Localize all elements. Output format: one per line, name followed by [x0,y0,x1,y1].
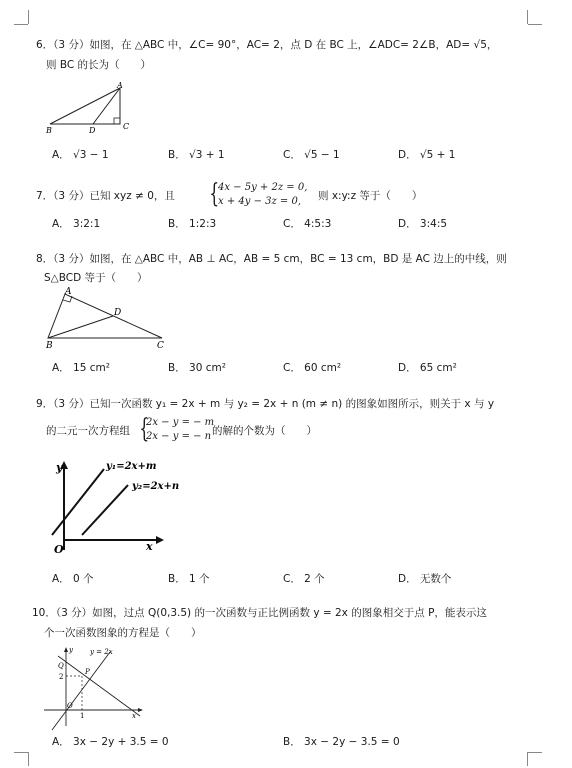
q9-label-line1: y₁=2x+m [106,461,157,472]
q10-graph-figure [40,644,150,732]
q10-label-line: y = 2x [90,648,113,656]
q6-option-b[interactable]: B． √3 + 1 [168,149,225,161]
q8-option-d[interactable]: D． 65 cm² [398,362,457,374]
q9-stem-suffix2: 的解的个数为（ ） [212,425,317,437]
q8-option-b[interactable]: B． 30 cm² [168,362,226,374]
q7-brace: { [209,179,220,209]
q9-label-x: x [146,540,153,553]
q9-label-line2: y₂=2x+n [132,481,180,492]
q8-label-a: A [65,287,72,297]
q8-option-c[interactable]: C． 60 cm² [283,362,342,374]
q10-label-x: x [132,712,136,720]
q9-label-y: y [56,461,63,474]
q6-stem-line1: 6．（3 分）如图，在 △ABC 中，∠C= 90°，AC= 2，点 D 在 BC 上，∠ADC= 2∠B，AD= √5， [36,39,498,51]
q6-option-c[interactable]: C． √5 − 1 [283,149,340,161]
q7-equation-2: x + 4y − 3z = 0, [218,196,302,207]
q8-label-d: D [114,308,122,318]
q7-option-d[interactable]: D． 3:4:5 [398,218,448,230]
q7-stem-prefix: 7．（3 分）已知 xyz ≠ 0，且 [36,190,175,202]
q10-stem-line2: 个一次函数图象的方程是（ ） [44,627,202,639]
q10-label-one: 1 [80,712,85,720]
q6-triangle-figure [40,80,140,136]
q9-stem-line1: 9．（3 分）已知一次函数 y₁ = 2x + m 与 y₂ = 2x + n (m ≠ n) 的图象如图所示，则关于 x 与 y [36,398,495,410]
crop-mark [527,10,528,24]
q8-triangle-figure [40,286,180,350]
q7-option-a[interactable]: A． 3:2:1 [52,218,101,230]
q9-graph-figure [44,455,194,563]
crop-mark [528,24,542,25]
q9-stem-prefix2: 的二元一次方程组 [46,425,130,437]
q6-label-a: A [117,81,123,90]
q6-option-d[interactable]: D． √5 + 1 [398,149,456,161]
q10-label-y: y [69,646,73,654]
q10-stem-line1: 10．（3 分）如图，过点 Q(0,3.5) 的一次函数与正比例函数 y = 2x 的图象相交于点 P，能表示这 [32,607,487,619]
crop-mark [28,10,29,24]
q6-label-d: D [89,126,96,135]
q9-option-b[interactable]: B． 1 个 [168,573,210,585]
crop-mark [14,752,28,753]
q7-option-c[interactable]: C． 4:5:3 [283,218,332,230]
q10-label-p: P [85,668,90,676]
q9-option-d[interactable]: D． 无数个 [398,573,452,585]
q7-stem-suffix: 则 x:y:z 等于（ ） [318,190,423,202]
q6-label-b: B [46,126,52,135]
crop-mark [14,24,28,25]
q10-label-origin: O [67,702,73,710]
q10-option-a[interactable]: A． 3x − 2y + 3.5 = 0 [52,736,169,748]
q9-label-origin: O [54,543,64,556]
q6-label-c: C [123,122,130,131]
q8-option-a[interactable]: A． 15 cm² [52,362,110,374]
crop-mark [28,752,29,766]
q9-brace: { [139,414,150,444]
q8-label-c: C [157,341,164,350]
q6-option-a[interactable]: A． √3 − 1 [52,149,109,161]
q8-stem-line2: S△BCD 等于（ ） [44,272,148,284]
q7-equation-1: 4x − 5y + 2z = 0, [218,182,308,193]
q10-option-b[interactable]: B． 3x − 2y − 3.5 = 0 [283,736,400,748]
q8-stem-line1: 8．（3 分）如图，在 △ABC 中，AB ⊥ AC，AB = 5 cm，BC = 13 cm，BD 是 AC 边上的中线，则 [36,253,507,265]
q7-option-b[interactable]: B． 1:2:3 [168,218,217,230]
crop-mark [528,752,542,753]
q9-equation-2: 2x − y = − n [146,431,212,442]
q6-stem-line2: 则 BC 的长为（ ） [46,59,152,71]
crop-mark [527,752,528,766]
q10-label-two: 2 [59,673,64,681]
q9-option-c[interactable]: C． 2 个 [283,573,325,585]
q10-label-q: Q [58,662,64,670]
q9-equation-1: 2x − y = − m [146,417,215,428]
q8-label-b: B [46,341,53,350]
q9-option-a[interactable]: A． 0 个 [52,573,94,585]
